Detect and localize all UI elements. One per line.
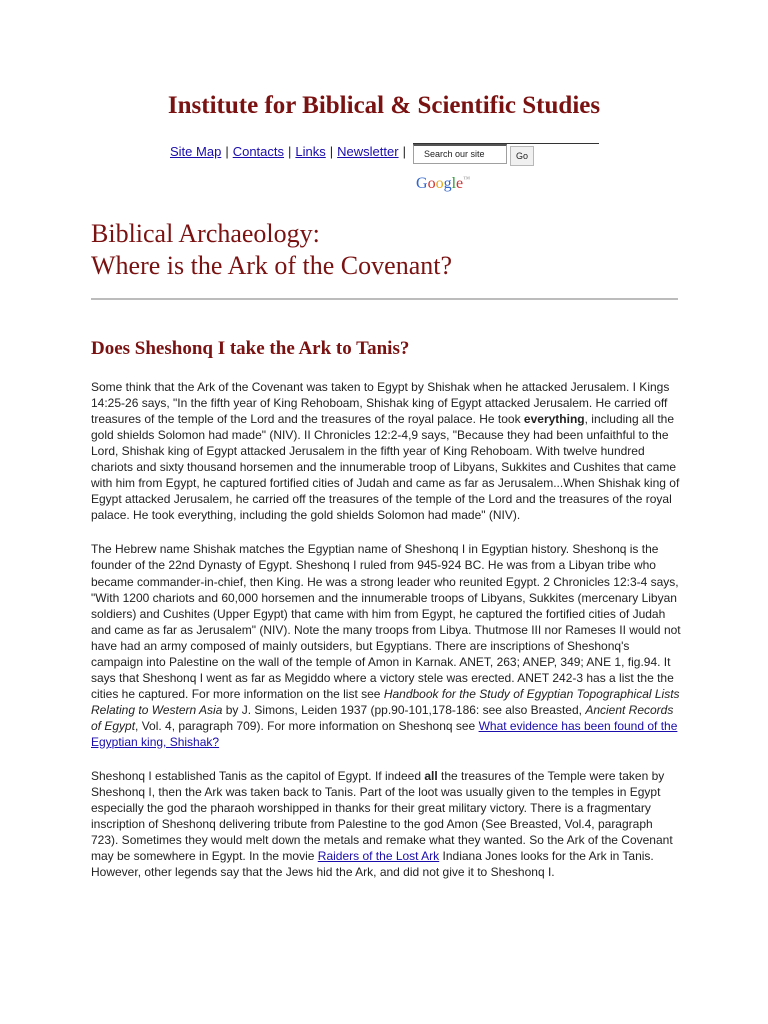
nav-link-links[interactable]: Links [295, 144, 326, 159]
google-logo[interactable]: Google™ [416, 175, 470, 192]
paragraph-3 [91, 768, 681, 880]
site-title: Institute for Biblical & Scientific Studies [167, 92, 601, 119]
nav-bar [170, 144, 410, 159]
nav-link-contacts[interactable]: Contacts [232, 144, 285, 159]
page-heading-line1: Biblical Archaeology: [91, 219, 320, 248]
paragraph-text: , Vol. 4, paragraph 709). For more information on Sheshonq see [135, 718, 479, 733]
paragraph-text: by J. Simons, Leiden 1937 (pp.90-101,178-186: see also Breasted, [222, 702, 586, 717]
book-title: Ancient Records of Egypt [91, 702, 674, 733]
raiders-link[interactable]: Raiders of the Lost Ark [317, 849, 440, 864]
paragraph-text: the treasures of the Temple were taken by Sheshonq I, then the Ark was taken back to Tanis. Part of the loot was usually given to the temples in Egypt especially the god the pharaoh worshipped in thanks for their great military victory. There is a fragmentary inscription of Sheshonq delivering tribute from Palestine to the god Amon (See Breasted, Vol.4, paragraph 723). Sometimes they would melt down the metals and remake what they wanted. So the Ark of the Covenant may be somewhere in Egypt. In the movie [91, 769, 673, 864]
section-heading: Does Sheshonq I take the Ark to Tanis? [91, 338, 410, 359]
article-body [91, 379, 681, 898]
nav-separator: | [288, 144, 292, 159]
page-heading [91, 218, 452, 282]
emphasis-text: all [424, 769, 438, 784]
book-title: Handbook for the Study of Egyptian Topographical Lists Relating to Western Asia [91, 686, 680, 717]
paragraph-text: Some think that the Ark of the Covenant was taken to Egypt by Shishak when he attacked Jerusalem. I Kings 14:25-26 says, "In the fifth year of King Rehoboam, Shishak king of Egypt attacked Jerusalem. He carried off treasures of the temple of the Lord and the treasures of the royal palace. He took [91, 380, 670, 427]
page-heading-line2: Where is the Ark of the Covenant? [91, 251, 452, 280]
nav-link-newsletter[interactable]: Newsletter [337, 144, 399, 159]
horizontal-rule [91, 298, 678, 300]
nav-separator: | [225, 144, 229, 159]
paragraph-text: Indiana Jones looks for the Ark in Tanis. However, other legends say that the Jews hid the Ark, and did not give it to Sheshonq I. [91, 849, 654, 880]
go-button[interactable]: Go [510, 146, 534, 166]
nav-link-site-map[interactable]: Site Map [170, 144, 222, 159]
paragraph-1 [91, 379, 681, 523]
shishak-evidence-link[interactable]: What evidence has been found of the Egyptian king, Shishak? [91, 718, 678, 749]
nav-separator: | [329, 144, 334, 159]
paragraph-2 [91, 541, 681, 750]
paragraph-text: Sheshonq I established Tanis as the capitol of Egypt. If indeed [91, 769, 425, 784]
nav-separator: | [402, 144, 406, 159]
search-input[interactable]: Search our site [413, 144, 507, 164]
paragraph-text: The Hebrew name Shishak matches the Egyptian name of Sheshonq I in Egyptian history. Sheshonq is the founder of the 22nd Dynasty of Egypt. Sheshonq I ruled from 945-924 BC. He was from a Libyan tribe who became commander-in-chief, then King. He was a strong leader who reunited Egypt. 2 Chronicles 12:3-4 says, "With 1200 chariots and 60,000 horsemen and the innumerable troops of Libyans, Sukkites (mercenary Libyan soldiers) and Cushites (Upper Egypt) that came with him from Egypt, he captured the fortified cities of Judah and came as far as Jerusalem" (NIV). Note the many troops from Libya. Thutmose III nor Rameses II would not have had an army composed of mainly outsiders, but Egyptians. There are inscriptions of Sheshonq's campaign into Palestine on the wall of the temple of Amon in Karnak. ANET, 263; ANEP, 349; ANE 1, fig.94. It says that Sheshonq I went as far as Megiddo where a victory stele was erected. ANET 242-3 has a list the the cities he captured. For more information on the list see [91, 542, 681, 701]
emphasis-text: everything [523, 412, 585, 427]
paragraph-text: , including all the gold shields Solomon had made" (NIV). II Chronicles 12:2-4,9 says, "Because they had been unfaithful to the Lord, Shishak king of Egypt attacked Jerusalem in the fifth year of King Rehoboam. With twelve hundred chariots and sixty thousand horsemen and the innumerable troop of Libyans, Sukkites and Cushites that came with him from Egypt, he captured fortified cities of Judah and came as far as Jerusalem...When Shishak king of Egypt attacked Jerusalem, he carried off the treasures of the temple of the Lord and the treasures of the royal palace. He took everything, including the gold shields Solomon had made" (NIV). [91, 412, 680, 523]
